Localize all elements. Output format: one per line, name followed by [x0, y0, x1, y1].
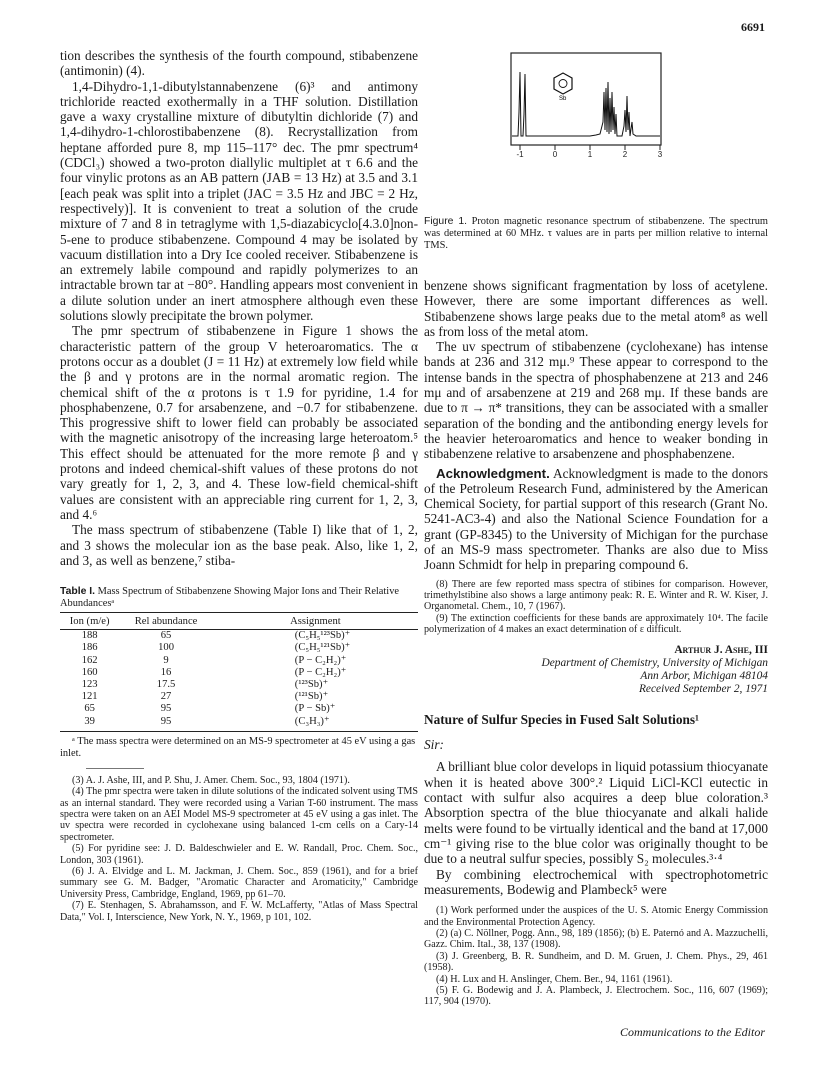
table-row [60, 630, 418, 643]
page-number: 6691 [741, 20, 765, 34]
reference-note: (1) Work performed under the auspices of the U. S. Atomic Energy Commission and the Environmental Protection Agency. [424, 905, 768, 928]
table-cell: (P − Sb)⁺ [294, 703, 336, 715]
table-cell: 162 [81, 654, 98, 666]
table-label: Table I. [60, 586, 96, 598]
reference-note: (6) J. A. Elvidge and L. M. Jackman, J. Chem. Soc., 859 (1961), and for a brief summary see G. M. Badger, "Aromatic Character and Aromaticity," Cambridge University Press, Cambridge, England, 1969, pp 61–70. [60, 865, 418, 900]
figure-1 [424, 48, 768, 208]
table-row [60, 655, 418, 667]
table-cell: 16 [160, 666, 172, 678]
table-footnote: ᵃ The mass spectra were determined on an MS-9 spectrometer at 45 eV using a gas inlet. [60, 735, 416, 759]
tick-label: 2 [622, 150, 628, 158]
table-cell: 95 [160, 703, 172, 715]
figure-caption [424, 216, 768, 252]
table-cell: (P − C₂H₂)⁺ [294, 666, 347, 678]
body-paragraph: The mass spectrum of stibabenzene (Table I) like that of 1, 2, and 3 shows the molecular ion as the base peak. Also, like 1, 2, and 3, as well as benzene,⁷ stiba- [60, 522, 418, 568]
table-cell: 160 [81, 666, 98, 678]
reference-note: (3) J. Greenberg, B. R. Sundheim, and D. M. Gruen, J. Chem. Phys., 29, 461 (1958). [424, 950, 768, 974]
reference-note: (2) (a) C. Nöllner, Pogg. Ann., 98, 189 (1856); (b) E. Paternó and A. Mazzuchelli, Gazz. Chim. Ital., 38, 137 (1908). [424, 927, 768, 951]
table-row [60, 716, 418, 732]
author-city: Ann Arbor, Michigan 48104 [640, 670, 768, 683]
received-date: Received September 2, 1971 [638, 683, 768, 696]
table-cell: (P − C₂H₂)⁺ [294, 654, 347, 666]
reference-note: (3) A. J. Ashe, III, and P. Shu, J. Amer. Chem. Soc., 93, 1804 (1971). [72, 774, 350, 786]
footnote-divider [86, 768, 144, 769]
table-cell: (C₅H₅¹²¹Sb)⁺ [294, 642, 351, 654]
author-name: Arthur J. Ashe, III [674, 643, 768, 656]
table-cell: 121 [81, 691, 98, 703]
right-column [424, 48, 768, 1008]
journal-section-footer: Communications to the Editor [620, 1025, 765, 1039]
figure-caption-text: Proton magnetic resonance spectrum of stibabenzene. The spectrum was determined at 60 MHz. τ values are in parts per million relative to internal TMS. [424, 216, 768, 251]
body-paragraph: benzene shows significant fragmentation by loss of acetylene. However, there are some important differences as well. Stibabenzene shows large peaks due to the metal atom⁸ as well as from loss of the metal atom. [424, 278, 768, 339]
reference-note: (4) H. Lux and H. Anslinger, Chem. Ber., 94, 1161 (1961). [436, 973, 673, 985]
reference-note: (8) There are few reported mass spectra of stibines for comparison. However, trimethylstibine also shows a large antimony peak: R. E. Winter and R. W. Kiser, J. Organometal. Chem., 10, 7 (1967). [424, 578, 768, 613]
acknowledgment-heading: Acknowledgment. [436, 465, 550, 481]
acknowledgment-text: Acknowledgment is made to the donors of the Petroleum Research Fund, administered by the American Chemical Society, for partial support of this research (Grant No. 5241-AC3-4) and also the National Science Foundation for a grant (GP-8345) to the University of Michigan for the purchase of an MS-9 mass spectrometer. Thanks are also due to Miss Joann Schmidt for help in preparing compound 6. [424, 465, 768, 573]
acknowledgment-paragraph [424, 466, 768, 573]
table-cell: 100 [158, 642, 174, 654]
article-title: Nature of Sulfur Species in Fused Salt Solutions¹ [424, 712, 700, 728]
reference-note: (9) The extinction coefficients for these bands are approximately 10⁴. The facile polymerization of 4 makes an exact determination of ε difficult. [424, 612, 768, 636]
nmr-spectrum-plot [510, 52, 680, 158]
table-cell: (¹²³Sb)⁺ [294, 678, 329, 690]
spectrum-trace [512, 72, 660, 136]
body-paragraph: The pmr spectrum of stibabenzene in Figure 1 shows the characteristic pattern of the group V heteroaromatics. The α protons occur as a doublet (J = 11 Hz) at extremely low field while the β and γ protons are in the normal aromatic region. The chemical shift of the α protons is τ 1.9 for pyridine, 1.4 for phosphabenzene, 0.7 for arsabenzene, and −0.7 for stibabenzene. This progressive shift to lower field can probably be associated with the magnetic anisotropy of the increasing large heteroatom.⁵ This effect should be attenuated for the more remote β and γ protons and indeed chemical-shift values of these protons do not vary greatly for 1, 2, 3, and 4. These low-field chemical-shift values are consistent with an appreciable ring current for 1, 2, 3, and 4.⁶ [60, 323, 418, 522]
plot-frame [511, 53, 661, 145]
table-header-row [60, 613, 418, 630]
tick-label: 1 [587, 150, 593, 158]
table-header: Rel abundance [119, 613, 213, 630]
tick-label: 3 [657, 150, 663, 158]
table-cell: (¹²¹Sb)⁺ [294, 691, 329, 703]
salutation: Sir: [424, 737, 444, 753]
table-caption: Mass Spectrum of Stibabenzene Showing Major Ions and Their Relative Abundancesᵃ [60, 586, 400, 610]
table-cell: 65 [160, 630, 172, 642]
table-cell: 39 [60, 716, 119, 732]
table-header: Ion (m/e) [60, 613, 119, 630]
table-cell: 27 [160, 691, 172, 703]
table-cell: 186 [81, 642, 98, 654]
body-paragraph: By combining electrochemical with spectrophotometric measurements, Bodewig and Plambeck⁵ were [424, 866, 768, 897]
reference-note: (5) For pyridine see: J. D. Baldeschwieler and E. W. Randall, Proc. Chem. Soc., London, 303 (1961). [60, 843, 418, 866]
body-paragraph: A brilliant blue color develops in liquid potassium thiocyanate when it is heated above 300°.² Liquid LiCl-KCl eutectic in contact with sulfur also acquires a deep blue coloration.³ Absorption spectra of the blue thiocyanate and alkali halide melts were found to be virtually identical and the band at 17,000 cm⁻¹ giving rise to the blue color was originally thought to be due to a neutral sulfur species, possibly S₂ molecules.³·⁴ [424, 759, 768, 867]
body-paragraph: The uv spectrum of stibabenzene (cyclohexane) has intense bands at 236 and 312 mμ.⁹ These appear to correspond to the intense bands in the spectra of phosphabenzene at 213 and 246 mμ and of arsabenzene at 219 and 268 mμ. If these bands are due to π → π* transitions, they can be associated with a smaller separation of the bonding and the antibonding energy levels for the heavier heteroaromatics and hence to weaker bonding in stibabenzene relative to arsabenzene and phosphabenzene. [424, 339, 768, 462]
table-row [60, 642, 418, 654]
table-row [60, 667, 418, 679]
table-cell: 65 [84, 703, 95, 715]
reference-note: (4) The pmr spectra were taken in dilute solutions of the indicated solvent using TMS as an internal standard. They were recorded using a Varian T-60 instrument. The mass spectra were taken on an AEI Model MS-9 spectrometer at 45 eV using a gas inlet. The uv spectra were recorded in cyclohexane using balanced 1-cm cells on a Cary-14 spectrometer. [60, 786, 418, 843]
table-cell: 17.5 [156, 678, 176, 690]
author-department: Department of Chemistry, University of Michigan [541, 656, 768, 669]
mass-spectrum-table [60, 612, 418, 732]
left-column [60, 48, 418, 923]
table-header: Assignment [213, 613, 418, 630]
figure-label: Figure 1. [424, 216, 467, 227]
body-paragraph: 1,4-Dihydro-1,1-dibutylstannabenzene (6)³ and antimony trichloride reacted exothermally in a THF solution. Distillation gave a waxy crystalline mixture of dibutyltin dichloride (7) and 1,4-dihydro-1-chlorostibabenzene (8). Recrystallization from heptane afforded pure 8, mp 115–117° dec. The pmr spectrum⁴ (CDCl₃) showed a two-proton diallylic multiplet at τ 6.6 and the four vinylic protons as an AB pattern (JAB = 13 Hz) at 3.5 and 3.1 [each peak was split into a triplet (JAC = 3.5 Hz and JBC = 2 Hz, respectively)]. It is convenient to treat a solution of the crude mixture of 7 and 8 in tetraglyme with 1,5-diazabicyclo[4.3.0]non-5-ene to produce stibabenzene. Compound 4 may be isolated by vacuum distillation into a Dry Ice cooled receiver. Stibabenzene is an extremely labile compound and rapidly polymerizes to an intractable brown tar at −80°. Handling appears most convenient in a dilute solution under an inert atmosphere although even these solutions slowly precipitate the brown polymer. [60, 78, 418, 324]
reference-note: (5) F. G. Bodewig and J. A. Plambeck, J. Electrochem. Soc., 116, 607 (1969); 117, 904 (1970). [424, 985, 768, 1008]
tick-label: 0 [552, 150, 558, 158]
table-title [60, 586, 418, 610]
table-cell: (C₅H₅¹²³Sb)⁺ [294, 630, 351, 642]
table-cell: 123 [81, 678, 98, 690]
table-row [60, 703, 418, 715]
pyridine-ring-sketch [554, 73, 572, 94]
table-cell: (C₃H₃)⁺ [213, 716, 418, 732]
body-paragraph: tion describes the synthesis of the fourth compound, stibabenzene (antimonin) (4). [60, 48, 418, 79]
table-cell: 9 [163, 654, 169, 666]
table-row [60, 691, 418, 703]
reference-note: (7) E. Stenhagen, S. Abrahamsson, and F. W. McLafferty, "Atlas of Mass Spectral Data," Vol. I, Interscience, New York, N. Y., 1969, p 101, 102. [60, 900, 418, 923]
table-cell: 95 [119, 716, 213, 732]
table-row [60, 679, 418, 691]
tick-label: -1 [516, 150, 524, 158]
ring-label: Sb [559, 96, 567, 102]
table-cell: 188 [81, 630, 98, 642]
author-signature [424, 644, 768, 697]
